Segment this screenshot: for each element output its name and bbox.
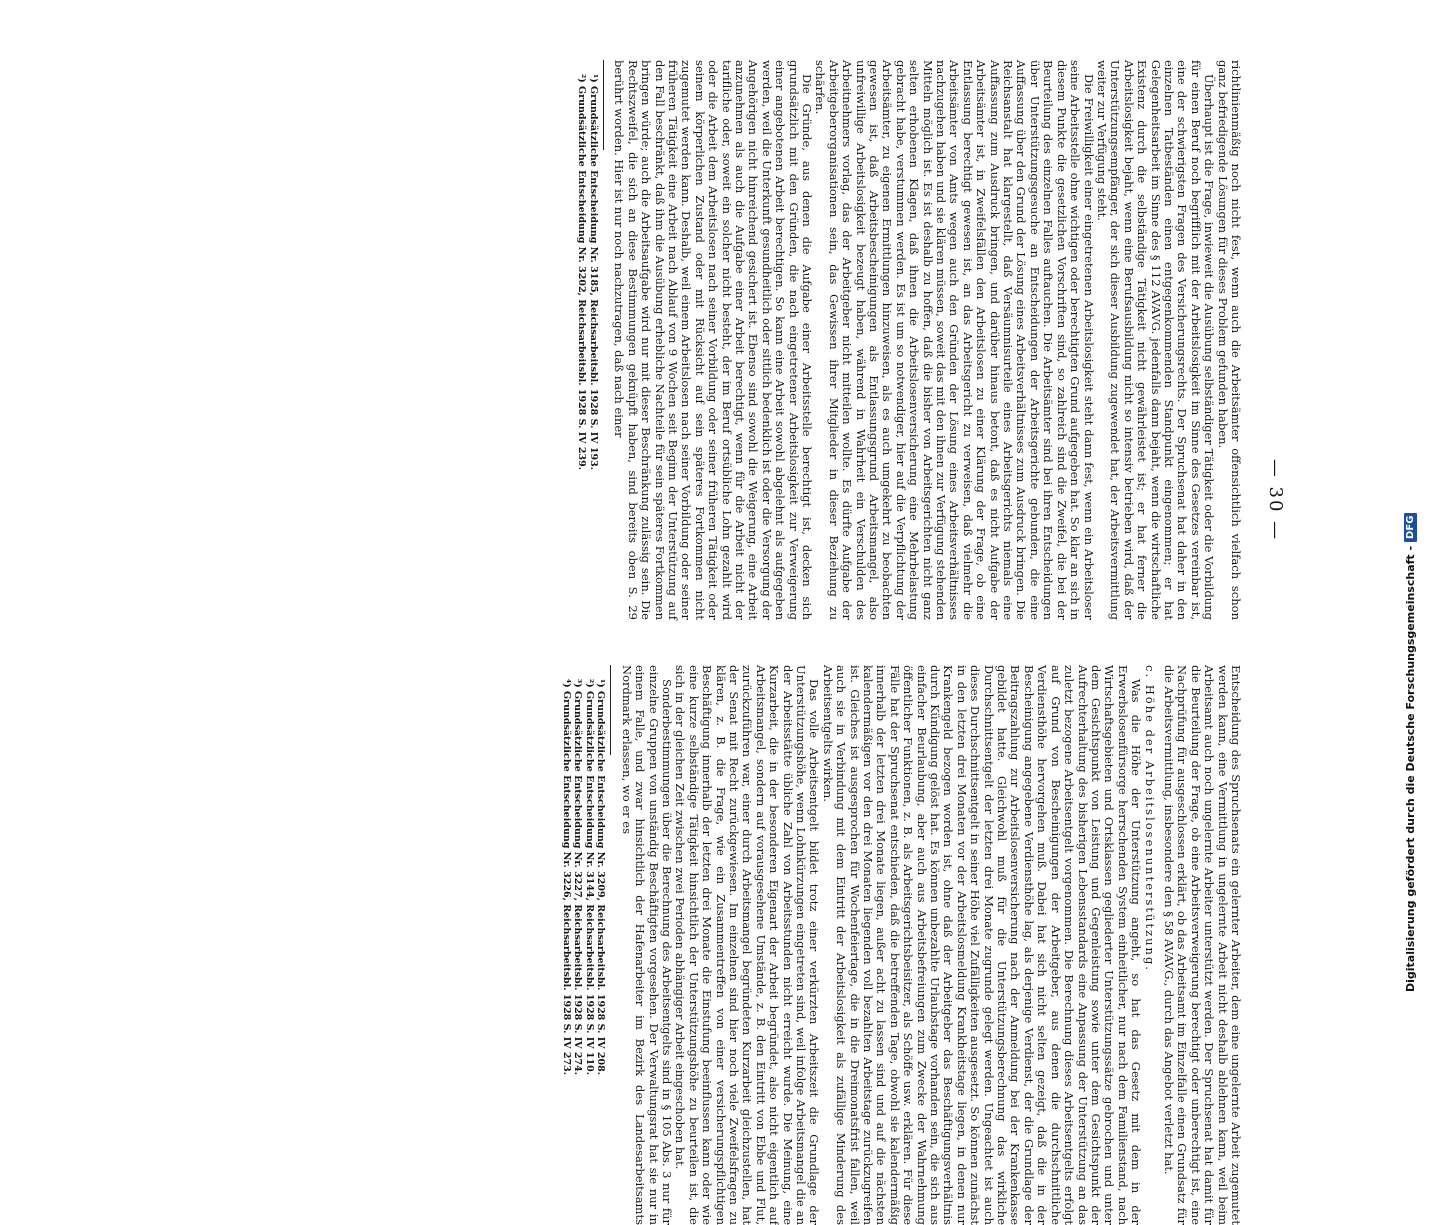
paragraph: Die Freiwilligkeit einer eingetretenen Arbeitslosigkeit steht dann fest, wenn ein Arbeitsloser seine Arbeitsstelle ohne wichtigen oder berechtigten Grund aufgegeben hat. So klar an sich in diesem Punkte die gesetzlichen Vorschriften sind, so zahlreich sind die Zweifel, die bei der Beurteilung des einzelnen Falles auftauchen. Die Arbeitsämter sind bei ihren Entscheidungen über Unterstützungsgesuche an Entscheidungen der Arbeitsgerichte gebunden, die eine Auffassung über den Grund der Lösung eines Arbeitsverhältnisses zum Ausdruck bringen. Die Reichsanstalt hat klargestellt, daß Versäumnisurteile eines Arbeitsgerichts niemals eine Auffassung zum Ausdruck bringen, und darüber hinaus betont, daß es nicht Aufgabe der Arbeitsämter ist, in Zweifelsfällen den Arbeitslosen zu einer Klärung der Frage, ob eine Entlassung berechtigt gewesen ist, an das Arbeitsgericht zu verweisen, daß vielmehr die Arbeitsämter von Amts wegen auch den Gründen der Lösung eines Arbeitsverhältnisses nachzugehen haben und sie klären müssen, soweit das mit den ihnen zur Verfügung stehenden Mitteln möglich ist. Es ist deshalb zu hoffen, daß die bisher von Arbeitsgerichten nicht ganz selten erhobenen Klagen, daß ihnen die Arbeitslosenversicherung eine Mehrbelastung gebracht habe, verstummen werden. Es ist um so notwendiger, hier auf die Verpflichtung der Arbeitsämter, zu eigenen Ermittlungen hinzuweisen, als es auch umgekehrt zu beobachten gewesen ist, daß Arbeitsbescheinigungen als Entlassungsgrund Arbeitsmangel, also unfreiwillige Arbeitslosigkeit bezeugt haben, während in Wahrheit ein Verschulden des Arbeitnehmers vorlag, das der Arbeitgeber nicht mitteilen wollte. Es dürfte Aufgabe der Arbeitgeberorganisationen sein, das Gewissen ihrer Mitglieder in dieser Beziehung zu schärfen. xyxy=(813,60,1096,620)
paragraph: Sonderbestimmungen über die Berechnung des Arbeitsentgelts sind in § 105 Abs. 3 nur für einzelne Gruppen von unständig Beschäftigten vorgesehen. Der Verwaltungsrat hat sie nur in einem Falle, und zwar hinsichtlich der Hafenarbeiter im Bezirk des Landesarbeitsamts Nordmark erlassen, wo er es xyxy=(619,665,674,1225)
page-number: — 30 — xyxy=(1265,458,1286,542)
paragraph: Überhaupt ist die Frage, inwieweit die Ausübung selbständiger Tätigkeit oder die Vorbildung für einen Beruf noch begrifflich mit der Arbeitslosigkeit im Sinne des Gesetzes vereinbar ist, eine der schwierigsten Fragen des Versicherungsrechts. Der Spruchsenat hat daher in den einzelnen Tatbeständen einen entgegenkommenden Standpunkt eingenommen; er hat Gelegenheitsarbeit im Sinne des § 112 AVAVG. jedenfalls dann bejaht, wenn die wirtschaftliche Existenz durch die selbständige Tätigkeit nicht gewährleistet ist; er hat ferner die Arbeitslosigkeit bejaht, wenn eine Berufsausbildung nicht so intensiv betrieben wird, daß der Unterstützungsempfänger, der sich dieser Ausbildung zugewendet hat, der Arbeitsvermittlung weiter zur Verfügung steht. xyxy=(1094,60,1217,620)
footnote: ²) Grundsätzliche Entscheidung Nr. 3202, Reichsarbeitsbl. 1928 S. IV 239. xyxy=(576,74,588,470)
footnote-divider xyxy=(610,665,611,755)
paragraph: richtlinienmäßig noch nicht fest, wenn auch die Arbeitsämter offensichtlich vielfach schon ganz befriedigende Lösungen für dieses Problem gefunden haben. xyxy=(1215,60,1243,620)
paragraph: Die Gründe, aus denen die Aufgabe einer Arbeitsstelle berechtigt ist, decken sich grundsätzlich mit den Gründen, die nach eingetretener Arbeitslosigkeit zur Verweigerung einer angebotenen Arbeit berechtigen. So kann eine Arbeit sowohl abgelehnt als aufgegeben werden, weil die Unterkunft gesundheitlich oder sittlich bedenklich ist oder die Versorgung der Angehörigen nicht hinreichend gesichert ist. Ebenso sind sowohl die Weigerung, eine Arbeit anzunehmen als auch die Aufgabe einer Arbeit berechtigt, wenn für die Arbeit nicht der tarifliche oder, soweit ein solcher nicht besteht, der im Beruf ortsübliche Lohn gezahlt wird oder die Arbeit dem Arbeitslosen nach seiner Vorbildung oder seiner früheren Tätigkeit oder seinem körperlichen Zustand oder mit Rücksicht auf sein späteres Fortkommen nicht zugemutet werden kann. Deshalb, weil einem Arbeitslosen nach seiner Vorbildung oder seiner früheren Tätigkeit eine Arbeit nach Ablauf von 9 Wochen seit Beginn der Unterstützung auf den Fall beschränkt, daß ihm die Ausübung erhebliche Nachteile für sein späteres Fortkommen bringen würde; auch die Arbeitsaufgabe wird nur mit dieser Beschränkung zulässig sein. Die Rechtszweifel, die sich an diese Bestimmungen geknüpft haben, sind bereits oben S. 29 berührt worden. Hier ist nur noch nachzutragen, daß nach einer xyxy=(612,60,814,620)
footnote-divider xyxy=(603,60,604,150)
section-heading: c. Höhe der Arbeitslosenunterstützung. xyxy=(1142,665,1157,972)
footnote: ¹) Grundsätzliche Entscheidung Nr. 3209, Reichsarbeitsbl. 1928 S. IV 208. xyxy=(595,679,607,1075)
footnote: ⁴) Grundsätzliche Entscheidung Nr. 3226, Reichsarbeitsbl. 1928 S. IV 273. xyxy=(560,679,572,1075)
left-column xyxy=(576,60,1242,620)
dfg-credit-strip xyxy=(1398,8,1422,992)
paragraph: Das volle Arbeitsentgelt bildet trotz einer verkürzten Arbeitszeit die Grundlage der Unterstützungshöhe, wenn Lohnkürzungen eingetreten sind, weil infolge Arbeitsmangel die an der Arbeitsstätte übliche Zahl von Arbeitsstunden nicht erreicht wurde. Die Meinung, eine Kurzarbeit, die in der besonderen Eigenart der Arbeit begründet, also nicht eigentlich auf Arbeitsmangel, sondern auf vorausgesehene Umstände, z. B. den Eintritt von Ebbe und Flut, zurückzuführen war, einer durch Arbeitsmangel begründeten Kurzarbeit gleichzustellen, hat der Senat mit Recht zurückgewiesen. Im einzelnen sind hier noch viele Zweifelsfragen zu klären, z. B. die Frage, wie ein Zusammentreffen von einer versicherungspflichtigen Beschäftigung innerhalb der letzten drei Monate die Einstufung beeinflussen kann oder wie eine kurze selbständige Tätigkeit hinsichtlich der Unterstützungshöhe zu beurteilen ist, die sich in der gleichen Zeit zwischen zwei Perioden abhängiger Arbeit eingeschoben hat. xyxy=(673,665,822,1225)
footnote: ²) Grundsätzliche Entscheidung Nr. 3144, Reichsarbeitsbl. 1928 S. IV 110. xyxy=(583,679,595,1075)
footnote: ³) Grundsätzliche Entscheidung Nr. 3227, Reichsarbeitsbl. 1928 S. IV 274. xyxy=(572,679,584,1075)
right-column xyxy=(560,665,1242,1225)
footnote: ¹) Grundsätzliche Entscheidung Nr. 3185, Reichsarbeitsbl. 1928 S. IV 193. xyxy=(587,74,599,470)
dfg-credit-text: Digitalisierung gefördert durch die Deutsche Forschungsgemeinschaft - xyxy=(1403,545,1417,992)
paragraph: Entscheidung des Spruchsenats ein gelernter Arbeiter, dem eine ungelernte Arbeit zugemutet werden kann, eine Vermittlung in ungelernte Arbeit nicht deshalb ablehnen kann, weil beim Arbeitsamt auch noch ungelernte Arbeiter unterstützt werden. Der Spruchsenat hat damit für die Beurteilung der Frage, ob eine Arbeitsverweigerung berechtigt oder unberechtigt ist, eine Nachprüfung für ausgeschlossen erklärt, ob das Arbeitsamt im Einzelfalle einen Grundsatz für die Arbeitsvermittlung, insbesondere den § 58 AVAVG., durch das Angebot verletzt hat. xyxy=(1161,665,1243,1225)
rotated-page xyxy=(105,60,1290,1225)
dfg-logo: DFG xyxy=(1404,513,1417,542)
paragraph: Was die Höhe der Unterstützung angeht, so hat das Gesetz mit dem in der Erwerbslosenfürsorge herrschenden System einheitlicher, nur nach dem Familienstand, nach Wirtschaftsgebieten und Ortsklassen gegliederter Unterstützungssätze gebrochen und unter dem Gesichtspunkt von Leistung und Gegenleistung sowie unter dem Gesichtspunkt der Aufrechterhaltung des bisherigen Lebensstandards eine Anpassung der Unterstützung an das zuletzt bezogene Arbeitsentgelt vorgenommen. Die Berechnung dieses Arbeitsentgelts erfolgt auf Grund von Bescheinigungen der Arbeitgeber, aus denen die durchschnittliche Verdiensthöhe hervorgehen muß. Dabei hat sich nicht selten gezeigt, daß die in der Bescheinigung angegebene Verdiensthöhe lag, als derjenige Verdienst, der die Grundlage der Beitragszahlung zur Arbeitslosenversicherung nach der Anmeldung bei der Krankenkasse gebildet hatte. Gleichwohl muß für die Unterstützungsberechnung das wirkliche Durchschnittsentgelt der letzten drei Monate zugrunde gelegt werden. Ungeachtet ist auch dieses Durchschnittsentgelt in seiner Höhe viel Zufälligkeiten ausgesetzt. So können zunächst in den letzten drei Monaten vor der Arbeitslosmeldung Krankheitstage liegen, in denen nur Krankengeld bezogen worden ist, ohne daß der Arbeitgeber das Beschäftigungsverhältnis durch Kündigung gelöst hat. Es können unbezahlte Urlaubstage vorhanden sein, die sich aus einfacher Beurlaubung, aber auch aus Arbeitsbefreiungen zum Zwecke der Wahrnehmung öffentlicher Funktionen, z. B. als Arbeitsgerichtsbeisitzer, als Schöffe usw. erklären. Für diese Fälle hat der Spruchsenat entschieden, daß die betreffenden Tage, obwohl sie kalendermäßig innerhalb der letzten drei Monate liegen, außer acht zu lassen sind und auf die nächsten kalendermäßigen vor den drei Monaten liegenden voll bezahlten Arbeitstage zurückzugreifen ist. Gleiches ist ausgesprochen für Wochenfeiertage, die in die Dreimonatsfrist fallen, weil auch sie in Verbindung mit dem Eintritt der Arbeitslosigkeit als zufällige Minderung des Arbeitsentgelts wirken. xyxy=(820,665,1144,1225)
